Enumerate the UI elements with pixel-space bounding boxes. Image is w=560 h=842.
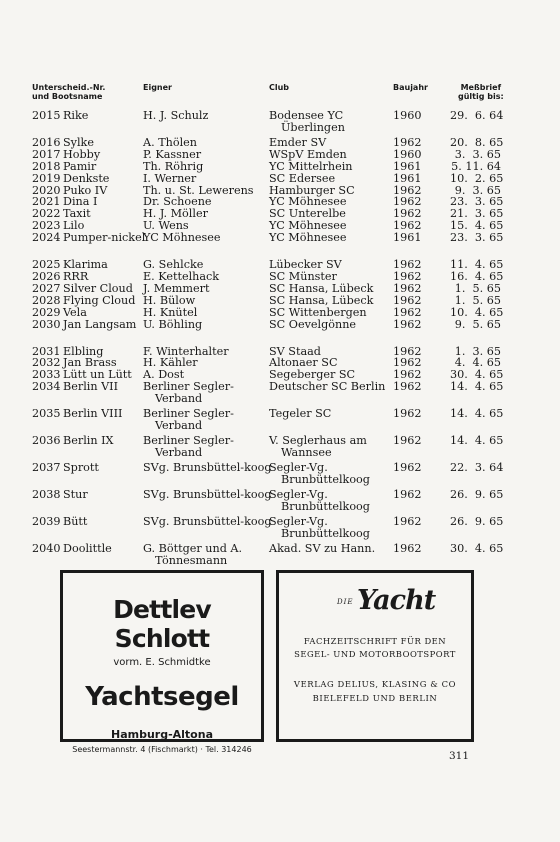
boat-name: Taxit: [63, 207, 91, 221]
boat-owner: H. Kähler: [143, 356, 198, 370]
boat-club: YC Mittelrhein: [269, 159, 353, 173]
column-header-year: [393, 83, 428, 92]
measurement-valid-until: 14. 4. 65: [450, 380, 504, 394]
boat-name: Pamir: [63, 159, 97, 173]
boat-club: Bodensee YC Überlingen: [269, 109, 345, 134]
boat-name: Berlin VII: [63, 380, 119, 394]
build-year: 1962: [393, 407, 422, 421]
boat-name: Doolittle: [63, 542, 112, 556]
boat-number: 2023: [32, 219, 61, 233]
build-year: 1962: [393, 136, 422, 149]
boat-club: Segler-Vg. Brunbüttelkoog: [269, 515, 370, 540]
header-meas-line2: gültig bis:: [458, 92, 504, 101]
measurement-valid-until: 1. 3. 65: [454, 344, 501, 358]
advertisement-die-yacht: [276, 570, 474, 742]
measurement-valid-until: 9. 5. 65: [454, 317, 501, 331]
table-row: [0, 543, 560, 570]
boat-name: Dina I: [63, 195, 98, 209]
boat-name: Flying Cloud: [63, 293, 136, 307]
boat-owner: SVg. Brunsbüttel-koog: [143, 515, 272, 529]
boat-club: Emder SV: [269, 136, 327, 149]
boat-owner: Dr. Schoene: [143, 195, 212, 209]
boat-number: 2028: [32, 293, 61, 307]
measurement-valid-until: 14. 4. 65: [450, 407, 504, 421]
boat-name: Vela: [63, 305, 87, 319]
boat-number: 2032: [32, 356, 61, 370]
table-row: [0, 489, 560, 516]
boat-owner: U. Böhling: [143, 317, 203, 331]
boat-number: 2031: [32, 344, 61, 358]
boat-owner: Berliner Segler-Verband: [143, 380, 234, 405]
measurement-valid-until: 14. 4. 65: [450, 434, 504, 448]
boat-club: Segler-Vg. Brunbüttelkoog: [269, 488, 370, 513]
boat-owner: E. Kettelhack: [143, 270, 220, 284]
yacht-logo: [279, 587, 471, 619]
build-year: 1962: [393, 219, 422, 233]
build-year: 1962: [393, 183, 422, 197]
header-club-label: Club: [269, 83, 290, 92]
build-year: 1962: [393, 207, 422, 221]
measurement-valid-until: 23. 3. 65: [450, 195, 504, 209]
boat-number: 2025: [32, 258, 61, 272]
boat-name: Lütt un Lütt: [63, 368, 132, 382]
boat-name: Sylke: [63, 136, 94, 149]
boat-number: 2015: [32, 109, 61, 122]
boat-name: Puko IV: [63, 183, 108, 197]
boat-name: Jan Langsam: [63, 317, 137, 331]
build-year: 1960: [393, 147, 422, 161]
header-nr-line1: Unterscheid.-Nr.: [32, 83, 106, 92]
advertisement-schlott: [60, 570, 264, 754]
measurement-valid-until: 26. 9. 65: [450, 515, 504, 529]
logo-word: Yacht: [357, 585, 436, 616]
boat-number: 2024: [32, 231, 61, 245]
boat-name: Hobby: [63, 147, 101, 161]
ad-publisher: [279, 677, 471, 705]
boat-club: SC Oevelgönne: [269, 317, 357, 331]
boat-name: Jan Brass: [63, 356, 117, 370]
boat-owner: Th. u. St. Lewerens: [143, 183, 254, 197]
boat-club: WSpV Emden: [269, 147, 347, 161]
measurement-valid-until: 30. 4. 65: [450, 542, 504, 556]
boat-number: 2036: [32, 434, 61, 448]
boat-club: Altonaer SC: [269, 356, 338, 370]
boat-owner: A. Dost: [143, 368, 185, 382]
logo-prefix: DIE: [337, 598, 354, 606]
table-row: [0, 149, 560, 161]
table-row: [0, 232, 560, 259]
page-number: 311: [449, 750, 470, 762]
boat-club: Hamburger SC: [269, 183, 355, 197]
boat-name: Sprott: [63, 461, 99, 475]
table-row: [0, 307, 560, 319]
boat-name: Silver Cloud: [63, 281, 133, 295]
build-year: 1962: [393, 380, 422, 394]
boat-number: 2026: [32, 270, 61, 284]
boat-club: SC Edersee: [269, 171, 336, 185]
build-year: 1962: [393, 344, 422, 358]
boat-number: 2022: [32, 207, 61, 221]
build-year: 1962: [393, 258, 422, 272]
boat-number: 2017: [32, 147, 61, 161]
header-owner-label: Eigner: [143, 83, 172, 92]
ad-publisher-line2: BIELEFELD UND BERLIN: [312, 693, 438, 703]
boat-name: RRR: [63, 270, 89, 284]
table-row: [0, 319, 560, 346]
measurement-valid-until: 22. 3. 64: [450, 461, 504, 475]
build-year: 1961: [393, 231, 422, 245]
boat-owner: YC Möhnesee: [143, 231, 221, 245]
boat-owner: U. Wens: [143, 219, 189, 233]
boat-number: 2034: [32, 380, 61, 394]
table-row: [0, 435, 560, 462]
boat-owner: I. Werner: [143, 171, 197, 185]
measurement-valid-until: 11. 4. 65: [450, 258, 504, 272]
column-header-owner: [143, 83, 172, 92]
boat-owner: G. Sehlcke: [143, 258, 204, 272]
build-year: 1962: [393, 293, 422, 307]
boat-owner: G. Böttger und A. Tönnesmann: [143, 542, 243, 567]
boat-club: V. Seglerhaus am Wannsee: [269, 434, 367, 459]
table-row: [0, 161, 560, 173]
boat-number: 2040: [32, 542, 61, 556]
boat-name: Rike: [63, 109, 89, 122]
boat-name: Denkste: [63, 171, 110, 185]
column-header-number: [32, 83, 105, 101]
boat-club: YC Möhnesee: [269, 231, 347, 245]
measurement-valid-until: 9. 3. 65: [454, 183, 501, 197]
header-nr-line2: und Bootsname: [32, 92, 103, 101]
boat-number: 2021: [32, 195, 61, 209]
build-year: 1962: [393, 281, 422, 295]
table-row: [0, 173, 560, 185]
boat-owner: F. Winterhalter: [143, 344, 229, 358]
table-row: [0, 462, 560, 489]
boat-number: 2038: [32, 488, 61, 502]
build-year: 1962: [393, 434, 422, 448]
ad-address: Seestermannstr. 4 (Fischmarkt) · Tel. 314246: [72, 745, 252, 754]
measurement-valid-until: 20. 8. 65: [450, 136, 504, 149]
boat-club: Deutscher SC Berlin: [269, 380, 386, 394]
build-year: 1962: [393, 542, 422, 556]
measurement-valid-until: 3. 3. 65: [454, 147, 501, 161]
table-row: [0, 381, 560, 408]
boat-club: Tegeler SC: [269, 407, 332, 421]
boat-club: SV Staad: [269, 344, 321, 358]
boat-number: 2020: [32, 183, 61, 197]
boat-name: Elbling: [63, 344, 104, 358]
table-row: [0, 295, 560, 307]
build-year: 1962: [393, 515, 422, 529]
boat-name: Bütt: [63, 515, 88, 529]
boat-name: Stur: [63, 488, 88, 502]
boat-owner: H. J. Schulz: [143, 109, 209, 122]
measurement-valid-until: 23. 3. 65: [450, 231, 504, 245]
table-row: [0, 110, 560, 137]
build-year: 1960: [393, 109, 422, 122]
boat-number: 2019: [32, 171, 61, 185]
boat-name: Pumper-nickel: [63, 231, 146, 245]
build-year: 1962: [393, 461, 422, 475]
ad-tagline: [279, 635, 471, 661]
boat-club: Segler-Vg. Brunbüttelkoog: [269, 461, 370, 486]
ad-former-name: vorm. E. Schmidtke: [113, 657, 211, 668]
boat-owner: Th. Röhrig: [143, 159, 204, 173]
boat-owner: Berliner Segler-Verband: [143, 407, 234, 432]
build-year: 1962: [393, 356, 422, 370]
measurement-valid-until: 5. 11. 64: [451, 159, 501, 173]
table-row: [0, 283, 560, 295]
boat-owner: H. Bülow: [143, 293, 196, 307]
ad-tagline-line1: FACHZEITSCHRIFT FÜR DEN: [303, 636, 447, 646]
boat-owner: P. Kassner: [143, 147, 202, 161]
boat-owner: SVg. Brunsbüttel-koog: [143, 461, 272, 475]
boat-club: Akad. SV zu Hann.: [269, 542, 376, 556]
measurement-valid-until: 10. 2. 65: [450, 171, 504, 185]
measurement-valid-until: 4. 4. 65: [454, 356, 501, 370]
boat-owner: SVg. Brunsbüttel-koog: [143, 488, 272, 502]
boat-name: Berlin VIII: [63, 407, 123, 421]
ad-company-name: Dettlev Schlott: [113, 595, 211, 653]
boat-name: Lilo: [63, 219, 85, 233]
boat-club: Segeberger SC: [269, 368, 356, 382]
boat-owner: J. Memmert: [143, 281, 210, 295]
column-header-measurement: [458, 83, 504, 101]
boat-name: Klarima: [63, 258, 108, 272]
boat-club: SC Wittenbergen: [269, 305, 367, 319]
boat-register-table: [0, 110, 560, 570]
boat-club: YC Möhnesee: [269, 219, 347, 233]
ad-publisher-line1: VERLAG DELIUS, KLASING & CO: [293, 679, 457, 689]
boat-number: 2035: [32, 407, 61, 421]
measurement-valid-until: 30. 4. 65: [450, 368, 504, 382]
boat-number: 2029: [32, 305, 61, 319]
boat-number: 2039: [32, 515, 61, 529]
boat-number: 2037: [32, 461, 61, 475]
boat-number: 2018: [32, 159, 61, 173]
table-row: [0, 408, 560, 435]
measurement-valid-until: 21. 3. 65: [450, 207, 504, 221]
build-year: 1962: [393, 270, 422, 284]
boat-club: YC Möhnesee: [269, 195, 347, 209]
boat-club: SC Hansa, Lübeck: [269, 281, 374, 295]
boat-name: Berlin IX: [63, 434, 114, 448]
boat-club: SC Hansa, Lübeck: [269, 293, 374, 307]
measurement-valid-until: 16. 4. 65: [450, 270, 504, 284]
boat-owner: H. Knütel: [143, 305, 198, 319]
build-year: 1962: [393, 305, 422, 319]
measurement-valid-until: 15. 4. 65: [450, 219, 504, 233]
measurement-valid-until: 26. 9. 65: [450, 488, 504, 502]
build-year: 1961: [393, 159, 422, 173]
boat-number: 2033: [32, 368, 61, 382]
header-year-label: Baujahr: [393, 83, 428, 92]
build-year: 1962: [393, 488, 422, 502]
boat-club: SC Unterelbe: [269, 207, 346, 221]
measurement-valid-until: 29. 6. 64: [450, 109, 504, 122]
header-meas-line1: Meßbrief: [460, 83, 502, 92]
measurement-valid-until: 1. 5. 65: [454, 293, 501, 307]
build-year: 1962: [393, 195, 422, 209]
build-year: 1962: [393, 317, 422, 331]
column-header-club: [269, 83, 289, 92]
boat-club: Lübecker SV: [269, 258, 342, 272]
boat-number: 2027: [32, 281, 61, 295]
ad-product: Yachtsegel: [85, 682, 239, 712]
boat-number: 2030: [32, 317, 61, 331]
build-year: 1961: [393, 171, 422, 185]
boat-club: SC Münster: [269, 270, 337, 284]
table-row: [0, 516, 560, 543]
boat-number: 2016: [32, 136, 61, 149]
ad-city: Hamburg-Altona: [110, 728, 213, 741]
measurement-valid-until: 1. 5. 65: [454, 281, 501, 295]
build-year: 1962: [393, 368, 422, 382]
boat-owner: H. J. Möller: [143, 207, 208, 221]
ad-tagline-line2: SEGEL- UND MOTORBOOTSPORT: [294, 649, 456, 659]
boat-owner: A. Thölen: [143, 136, 197, 149]
measurement-valid-until: 10. 4. 65: [450, 305, 504, 319]
boat-owner: Berliner Segler-Verband: [143, 434, 234, 459]
